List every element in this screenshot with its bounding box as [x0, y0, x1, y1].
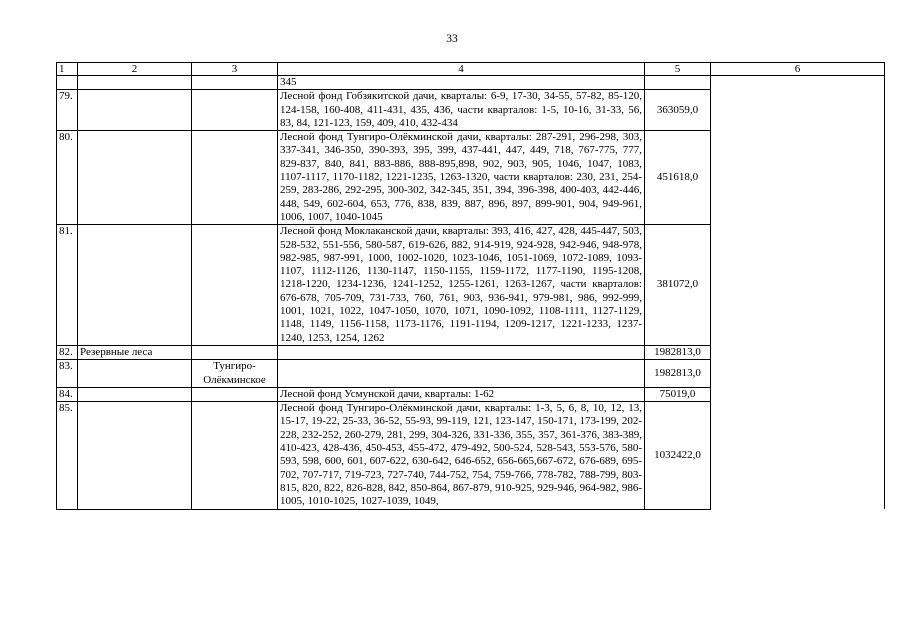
forestry-cell	[192, 402, 278, 509]
notes-cell	[711, 76, 885, 510]
forestry-cell	[192, 76, 278, 90]
category-cell: Резервные леса	[78, 345, 192, 359]
category-cell	[78, 131, 192, 225]
forestry-cell	[192, 131, 278, 225]
header-cell-1: 1	[57, 63, 78, 76]
area-cell: 1982813,0	[645, 360, 711, 388]
category-cell	[78, 90, 192, 131]
area-cell: 1982813,0	[645, 345, 711, 359]
row-number: 80.	[57, 131, 78, 225]
forestry-cell	[192, 345, 278, 359]
header-cell-5: 5	[645, 63, 711, 76]
category-cell	[78, 76, 192, 90]
page-number: 33	[446, 33, 458, 45]
forest-table	[56, 62, 885, 510]
row-number: 83.	[57, 360, 78, 388]
area-cell: 75019,0	[645, 387, 711, 401]
description-cell: Лесной фонд Тунгиро-Олёкминской дачи, кварталы: 1-3, 5, 6, 8, 10, 12, 13, 15-17, 19-22, 25-33, 36-52, 55-93, 99-119, 121, 123-147, 150-171, 173-199, 202-228, 232-252, 260-279, 281, 299, 304-326, 331-336, 355, 357, 361-376, 383-389, 410-423, 428-436, 450-453, 455-472, 479-492, 500-524, 528-543, 553-576, 580-593, 598, 600, 601, 607-622, 630-642, 646-652, 656-665,667-672, 676-689, 695-702, 707-717, 719-723, 727-740, 744-752, 754, 759-766, 778-782, 788-799, 803-815, 820, 822, 826-828, 842, 850-864, 867-879, 910-925, 929-946, 964-982, 986-1005, 1010-1025, 1027-1039, 1049,	[278, 402, 645, 509]
area-cell: 363059,0	[645, 90, 711, 131]
area-cell: 381072,0	[645, 225, 711, 346]
row-number: 79.	[57, 90, 78, 131]
description-cell	[278, 345, 645, 359]
category-cell	[78, 225, 192, 346]
category-cell	[78, 387, 192, 401]
header-cell-6: 6	[711, 63, 885, 76]
header-cell-2: 2	[78, 63, 192, 76]
description-cell	[278, 360, 645, 388]
row-number: 84.	[57, 387, 78, 401]
area-cell: 1032422,0	[645, 402, 711, 509]
forestry-cell	[192, 387, 278, 401]
header-cell-4: 4	[278, 63, 645, 76]
description-cell: Лесной фонд Тунгиро-Олёкминской дачи, кварталы: 287-291, 296-298, 303, 337-341, 346-350, 390-393, 395, 399, 437-441, 447, 449, 718, 767-775, 777, 829-837, 840, 841, 883-886, 888-895,898, 902, 903, 905, 1046, 1047, 1083, 1107-1117, 1170-1182, 1221-1235, 1263-1320, части кварталов: 230, 231, 254-259, 283-286, 292-295, 300-302, 342-345, 351, 394, 396-398, 400-403, 442-446, 448, 549, 602-604, 653, 776, 838, 839, 887, 896, 897, 899-901, 904, 949-961, 1006, 1007, 1040-1045	[278, 131, 645, 225]
area-cell: 451618,0	[645, 131, 711, 225]
category-cell	[78, 402, 192, 509]
table-row	[57, 76, 885, 90]
forestry-cell	[192, 90, 278, 131]
header-cell-3: 3	[192, 63, 278, 76]
description-cell: Лесной фонд Гобзякитской дачи, кварталы: 6-9, 17-30, 34-55, 57-82, 85-120, 124-158, 160-408, 411-431, 435, 436, части кварталов: 1-5, 10-16, 31-33, 56, 83, 84, 121-123, 159, 409, 410, 432-434	[278, 90, 645, 131]
row-number: 82.	[57, 345, 78, 359]
row-number: 81.	[57, 225, 78, 346]
header-row	[57, 63, 885, 76]
row-number: 85.	[57, 402, 78, 509]
forestry-cell: Тунгиро-Олёкминское	[192, 360, 278, 388]
forestry-cell	[192, 225, 278, 346]
description-cell: 345	[278, 76, 645, 90]
row-number	[57, 76, 78, 90]
description-cell: Лесной фонд Усмунской дачи, кварталы: 1-62	[278, 387, 645, 401]
area-cell	[645, 76, 711, 90]
category-cell	[78, 360, 192, 388]
description-cell: Лесной фонд Моклаканской дачи, кварталы: 393, 416, 427, 428, 445-447, 503, 528-532, 551-556, 580-587, 619-626, 882, 914-919, 924-928, 942-946, 948-978, 982-985, 987-991, 1000, 1002-1020, 1023-1046, 1051-1069, 1072-1089, 1093-1107, 1112-1126, 1130-1147, 1150-1155, 1159-1172, 1177-1190, 1195-1208, 1218-1220, 1234-1236, 1241-1252, 1255-1261, 1263-1267, части кварталов: 676-678, 705-709, 731-733, 760, 761, 903, 936-941, 979-981, 986, 992-999, 1001, 1021, 1022, 1047-1050, 1070, 1071, 1090-1092, 1108-1111, 1127-1129, 1148, 1149, 1156-1158, 1173-1176, 1191-1194, 1209-1217, 1221-1233, 1237-1240, 1253, 1254, 1262	[278, 225, 645, 346]
